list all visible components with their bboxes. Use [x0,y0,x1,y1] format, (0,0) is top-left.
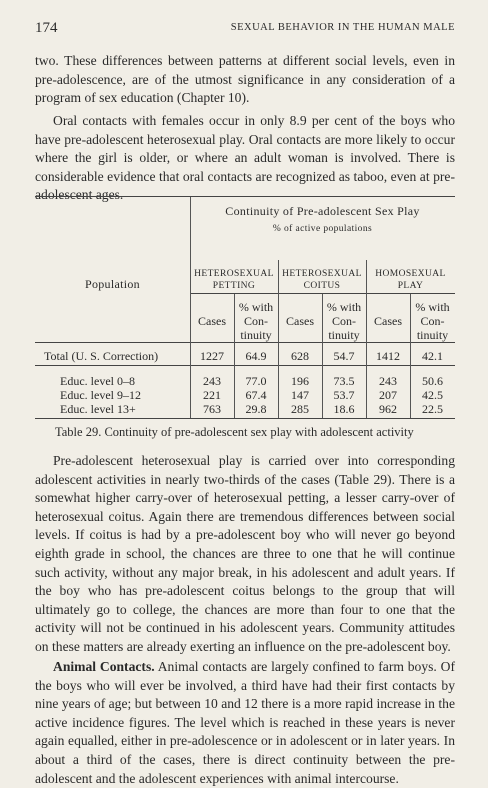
group-header-homosexual: HOMOSEXUAL PLAY [375,269,446,291]
continuity-line-1: % with [326,300,362,314]
continuity-line-2: Con- [420,314,445,328]
table-title: Continuity of Pre-adolescent Sex Play [225,204,420,218]
page-number: 174 [35,20,58,36]
table-cell: 196 [291,374,309,388]
continuity-line-2: Con- [332,314,356,328]
table-subtitle: % of active populations [272,224,373,234]
table-cell: 1412 [376,349,400,363]
header-bottom-rule [35,342,455,343]
table-cell: 42.5 [422,388,443,402]
col-cases-2: Cases [286,314,314,328]
col-cases-1: Cases [198,314,226,328]
row-label-total: Total (U. S. Correction) [44,349,159,363]
row-label-educ-9-12: Educ. level 9–12 [60,388,141,402]
table-cell: 207 [379,388,397,402]
table-cell: 221 [203,388,221,402]
col-continuity-1 [234,300,278,342]
group-header-coitus: HETEROSEXUAL COITUS [282,269,362,291]
continuity-line-1: % with [415,300,450,314]
table-cell: 73.5 [333,374,355,388]
row-label-educ-0-8: Educ. level 0–8 [60,374,135,388]
paragraph-4 [35,658,455,788]
table-vline [322,294,323,418]
paragraph-2: Oral contacts with females occur in only 8.9 per cent of the boys who have pre-adolescent heterosexual play. Oral contacts are more likely to occur where the girl is older, or where an adult woman is involved. There is considerable evidence that oral contacts are recognized as taboo, even at pre-adolescent ages. [35,113,455,203]
group-header-petting: HETEROSEXUAL PETTING [194,269,274,291]
table-caption: Table 29. Continuity of pre-adolescent sex play with adolescent activity [55,425,414,439]
population-header: Population [84,277,140,291]
table-vline [190,197,191,418]
table-top-rule [35,196,455,197]
col-continuity-3 [410,300,455,342]
table-bottom-rule [35,418,455,419]
table-cell: 29.8 [245,402,267,416]
table-cell: 22.5 [422,402,443,416]
running-title: SEXUAL BEHAVIOR IN THE HUMAN MALE [230,22,455,33]
table-cell: 67.4 [245,388,267,402]
table-vline [278,260,279,418]
paragraph-1: two. These differences between patterns at different social levels, even in pre-adolescence, are of the utmost significance in any consideration of a program of sex education (Chapter 10). [35,53,455,106]
table-cell: 962 [379,402,397,416]
table-cell: 285 [291,402,309,416]
continuity-line-3: tinuity [240,328,272,342]
table-cell: 53.7 [333,388,355,402]
continuity-line-3: tinuity [328,328,360,342]
table-cell: 628 [291,349,309,363]
continuity-line-3: tinuity [416,328,449,342]
table-cell: 54.7 [333,349,355,363]
table-vline [410,294,411,418]
col-cases-3: Cases [374,314,402,328]
table-cell: 1227 [200,349,224,363]
total-bottom-rule [35,365,455,366]
table-vline [366,260,367,418]
table-cell: 18.6 [333,402,355,416]
table-cell: 64.9 [245,349,267,363]
table-vline [234,294,235,418]
row-label-educ-13: Educ. level 13+ [60,402,136,416]
table-cell: 77.0 [245,374,267,388]
continuity-line-1: % with [238,300,274,314]
table-cell: 50.6 [422,374,443,388]
table-cell: 243 [379,374,397,388]
paragraph-4-body: Animal contacts are largely confined to farm boys. Of the boys who will ever be involved, a third have had their first contacts by nine years of age; but between 10 and 12 there is a more rapid increase in the active incidence figures. The level which is reached in these years is never again equalled, either in pre-adolescence or in adolescent or in later years. In about a third of the cases, there is direct continuity between the pre-adolescent and the adolescent experiences with animal intercourse. [35,659,456,786]
col-continuity-2 [322,300,366,342]
table-cell: 243 [203,374,221,388]
paragraph-3: Pre-adolescent heterosexual play is carried over into corresponding adolescent activities in nearly two-thirds of the cases (Table 29). There is a somewhat higher carry-over of heterosexual petting, a lesser carry-over of heterosexual coitus. Again there are tremendous differences between social levels. If coitus is had by a pre-adolescent boy who will never go beyond eighth grade in school, the chances are three to one that he will continue such activity, without any major break, in his adolescent and adult years. If the boy who has pre-adolescent coitus belongs to the group that will ultimately go to college, the chances are more than four to one that the activity will not be continued in his adolescent years. Community attitudes on these matters are already exerting an influence on the pre-adolescent boy. [35,453,455,654]
table-cell: 42.1 [422,349,443,363]
table-cell: 763 [203,402,221,416]
section-heading: Animal Contacts. [53,659,155,674]
table-cell: 147 [291,388,309,402]
continuity-line-2: Con- [244,314,268,328]
